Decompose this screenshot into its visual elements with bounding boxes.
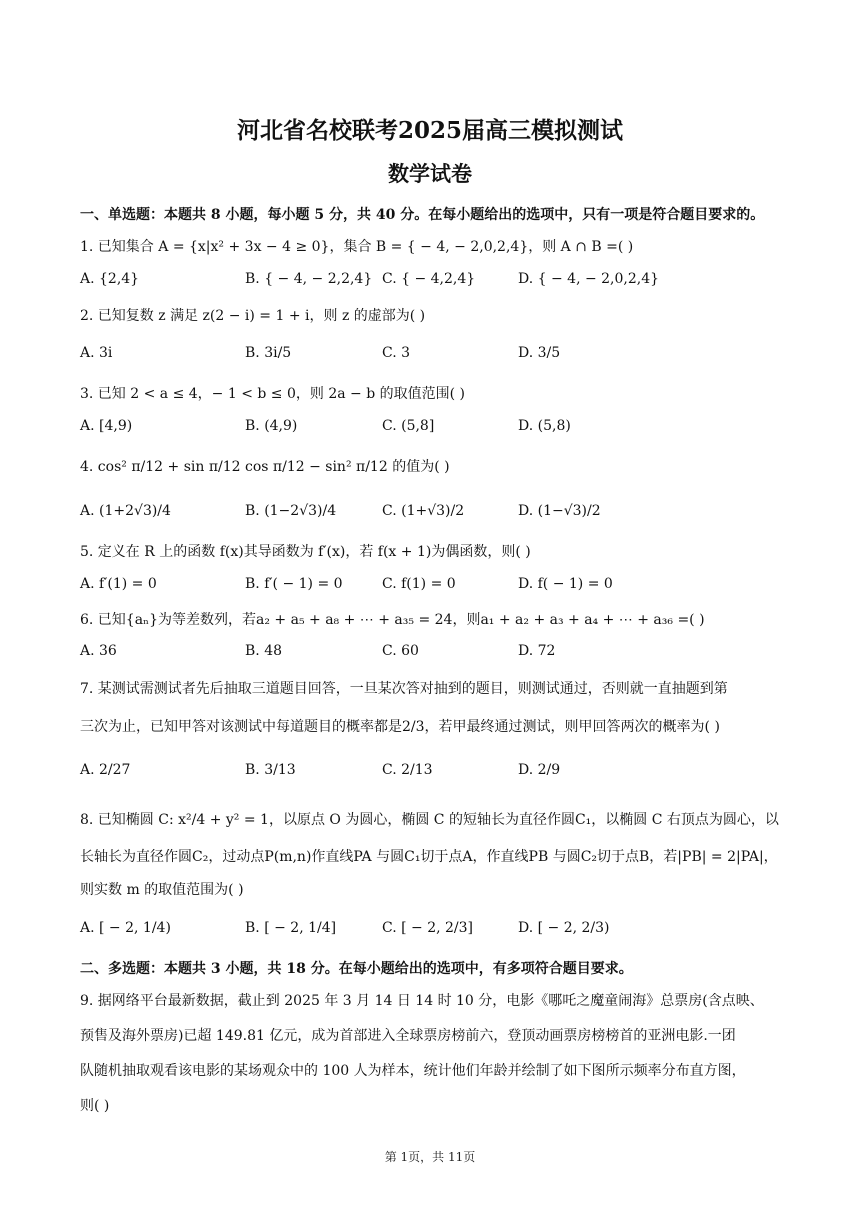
question-8-option-a: A. [ − 2, 1/4) <box>80 920 171 936</box>
question-2-option-a: A. 3i <box>80 345 113 361</box>
question-2-option-c: C. 3 <box>382 345 411 361</box>
question-4-option-c: C. (1+√3)/2 <box>382 503 465 519</box>
section-single-choice: 一、单选题：本题共 8 小题，每小题 5 分，共 40 分。在每小题给出的选项中，只有一项是符合题目要求的。 <box>80 207 765 223</box>
question-6-option-b: B. 48 <box>245 643 283 659</box>
question-3-option-c: C. (5,8] <box>382 418 435 434</box>
question-2-option-b: B. 3i/5 <box>245 345 292 361</box>
exam-subtitle: 数学试卷 <box>388 161 472 186</box>
question-7-option-c: C. 2/13 <box>382 762 433 778</box>
question-3-option-a: A. [4,9) <box>80 418 133 434</box>
question-9-stem-line-3: 队随机抽取观看该电影的某场观众中的 100 人为样本，统计他们年龄并绘制了如下图所示频率分布直方图， <box>80 1063 746 1079</box>
question-4-option-b: B. (1−2√3)/4 <box>245 503 337 519</box>
question-8-option-b: B. [ − 2, 1/4] <box>245 920 337 936</box>
question-5-option-a: A. f′(1) = 0 <box>80 576 157 592</box>
question-6-option-a: A. 36 <box>80 643 117 659</box>
question-4-option-d: D. (1−√3)/2 <box>518 503 601 519</box>
question-4-stem: 4. cos² π/12 + sin π/12 cos π/12 − sin² π/12 的值为( ) <box>80 459 450 475</box>
question-1-stem: 1. 已知集合 A = {x|x² + 3x − 4 ≥ 0}，集合 B = { − 4, − 2,0,2,4}，则 A ∩ B =( ) <box>80 239 634 255</box>
question-6-stem: 6. 已知{aₙ}为等差数列，若a₂ + a₅ + a₈ + ⋯ + a₃₅ = 24，则a₁ + a₂ + a₃ + a₄ + ⋯ + a₃₆ =( ) <box>80 612 705 628</box>
question-7-option-a: A. 2/27 <box>80 762 131 778</box>
question-9-stem-line-4: 则( ) <box>80 1098 110 1114</box>
section-multiple-choice: 二、多选题：本题共 3 小题，共 18 分。在每小题给出的选项中，有多项符合题目要求。 <box>80 961 633 977</box>
question-1-option-d: D. { − 4, − 2,0,2,4} <box>518 271 660 287</box>
question-4-option-a: A. (1+2√3)/4 <box>80 503 171 519</box>
page-footer: 第 1页，共 11页 <box>384 1150 476 1164</box>
question-8-option-d: D. [ − 2, 2/3) <box>518 920 610 936</box>
question-2-stem: 2. 已知复数 z 满足 z(2 − i) = 1 + i，则 z 的虚部为( ) <box>80 308 426 324</box>
exam-title: 河北省名校联考2025届高三模拟测试 <box>236 117 623 144</box>
question-3-option-b: B. (4,9) <box>245 418 298 434</box>
question-9-stem-line-2: 预售及海外票房)已超 149.81 亿元，成为首部进入全球票房榜前六，登顶动画票房榜榜首的亚洲电影.一团 <box>80 1028 736 1044</box>
question-6-option-d: D. 72 <box>518 643 556 659</box>
question-7-stem-line-1: 7. 某测试需测试者先后抽取三道题目回答，一旦某次答对抽到的题目，则测试通过，否则就一直抽题到第 <box>80 681 728 697</box>
question-5-stem: 5. 定义在 R 上的函数 f(x)其导函数为 f′(x)，若 f(x + 1)为偶函数，则( ) <box>80 544 531 560</box>
question-3-stem: 3. 已知 2 < a ≤ 4，− 1 < b ≤ 0，则 2a − b 的取值范围( ) <box>80 386 466 402</box>
question-1-option-a: A. {2,4} <box>80 271 140 287</box>
question-9-stem-line-1: 9. 据网络平台最新数据，截止到 2025 年 3 月 14 日 14 时 10 分，电影《哪吒之魔童闹海》总票房(含点映、 <box>80 993 764 1009</box>
question-7-stem-line-2: 三次为止，已知甲答对该测试中每道题目的概率都是2/3，若甲最终通过测试，则甲回答两次的概率为( ) <box>80 719 720 735</box>
question-8-stem-line-1: 8. 已知椭圆 C: x²/4 + y² = 1，以原点 O 为圆心，椭圆 C 的短轴长为直径作圆C₁，以椭圆 C 右顶点为圆心，以 <box>80 812 779 828</box>
question-3-option-d: D. (5,8) <box>518 418 571 434</box>
question-7-option-d: D. 2/9 <box>518 762 561 778</box>
question-2-option-d: D. 3/5 <box>518 345 561 361</box>
question-1-option-c: C. { − 4,2,4} <box>382 271 476 287</box>
question-8-option-c: C. [ − 2, 2/3] <box>382 920 474 936</box>
question-8-stem-line-2: 长轴长为直径作圆C₂，过动点P(m,n)作直线PA 与圆C₁切于点A，作直线PB 与圆C₂切于点B，若|PB| = 2|PA|， <box>80 849 778 865</box>
question-8-stem-line-3: 则实数 m 的取值范围为( ) <box>80 882 244 898</box>
question-5-option-b: B. f′( − 1) = 0 <box>245 576 343 592</box>
question-1-option-b: B. { − 4, − 2,2,4} <box>245 271 373 287</box>
question-6-option-c: C. 60 <box>382 643 419 659</box>
question-5-option-d: D. f( − 1) = 0 <box>518 576 613 592</box>
question-7-option-b: B. 3/13 <box>245 762 296 778</box>
question-5-option-c: C. f(1) = 0 <box>382 576 456 592</box>
